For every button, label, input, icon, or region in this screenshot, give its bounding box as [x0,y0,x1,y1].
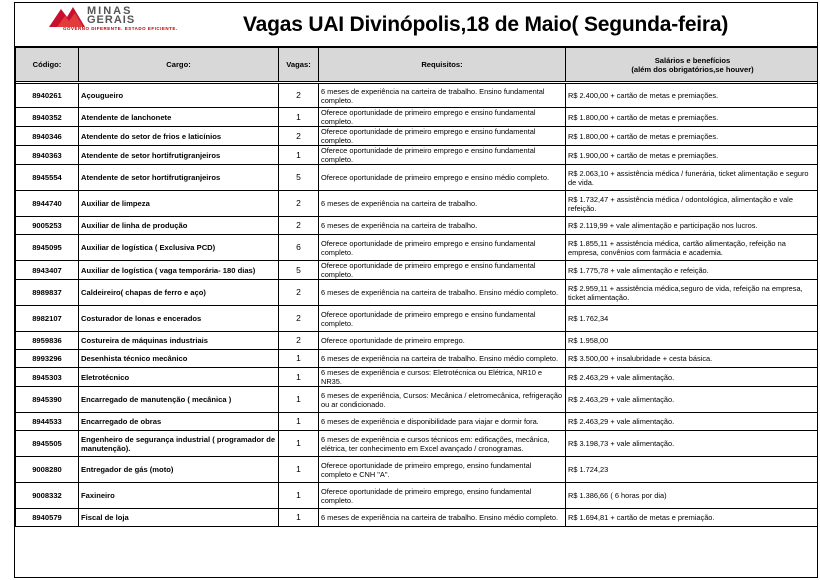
vagas-cell: 1 [279,146,319,165]
salario-cell: R$ 1.958,00 [566,332,819,350]
codigo-cell: 8945303 [16,368,79,387]
salario-cell: R$ 1.800,00 + cartão de metas e premiações. [566,108,819,127]
table-row [16,261,819,280]
logo-text-line2: GERAIS [87,14,136,26]
salario-cell: R$ 1.775,78 + vale alimentação e refeição. [566,261,819,280]
table-row [16,84,819,108]
salarios-header-line1: Salários e benefícios [654,55,731,65]
table-row [16,191,819,217]
requisitos-cell: 6 meses de experiência e cursos técnicos em: edificações, mecânica, elétrica, ter conhecimento em Excel avançado / cronogramas. [319,431,566,457]
requisitos-cell: Oferece oportunidade de primeiro emprego e ensino fundamental completo. [319,127,566,146]
table-row [16,483,819,509]
codigo-cell: 8989837 [16,280,79,306]
table-row [16,413,819,431]
salario-cell: R$ 1.694,81 + cartão de metas e premiação. [566,509,819,527]
minas-gerais-logo [49,5,189,35]
salario-cell: R$ 2.400,00 + cartão de metas e premiações. [566,84,819,108]
salario-cell: R$ 1.724,23 [566,457,819,483]
codigo-cell: 9005253 [16,217,79,235]
column-header-vagas: Vagas: [279,48,319,82]
codigo-cell: 8945505 [16,431,79,457]
table-row [16,217,819,235]
cargo-cell: Caldeireiro( chapas de ferro e aço) [79,280,279,306]
requisitos-cell: 6 meses de experiência, Cursos: Mecânica / eletromecânica, refrigeração ou ar condicionado. [319,387,566,413]
codigo-cell: 9008280 [16,457,79,483]
salario-cell: R$ 2.063,10 + assistência médica / funerária, ticket alimentação e seguro de vida. [566,165,819,191]
codigo-cell: 8982107 [16,306,79,332]
vagas-cell: 2 [279,217,319,235]
column-header-requisitos: Requisitos: [319,48,566,82]
header [15,3,817,47]
cargo-cell: Engenheiro de segurança industrial ( programador de manutenção). [79,431,279,457]
cargo-cell: Eletrotécnico [79,368,279,387]
requisitos-cell: 6 meses de experiência e cursos: Eletrotécnica ou Elétrica, NR10 e NR35. [319,368,566,387]
salarios-header-line2: (além dos obrigatórios,se houver) [631,64,754,74]
table-row [16,108,819,127]
cargo-cell: Atendente de lanchonete [79,108,279,127]
cargo-cell: Faxineiro [79,483,279,509]
table-row [16,387,819,413]
vagas-cell: 2 [279,306,319,332]
salario-cell: R$ 1.855,11 + assistência médica, cartão alimentação, refeição na empresa, convênios com farmácia e academia. [566,235,819,261]
salario-cell: R$ 2.463,29 + vale alimentação. [566,413,819,431]
cargo-cell: Costureira de máquinas industriais [79,332,279,350]
vagas-cell: 2 [279,280,319,306]
table-row [16,306,819,332]
requisitos-cell: Oferece oportunidade de primeiro emprego, ensino fundamental completo e CNH "A". [319,457,566,483]
table-row [16,431,819,457]
salario-cell: R$ 2.119,99 + vale alimentação e participação nos lucros. [566,217,819,235]
codigo-cell: 8940346 [16,127,79,146]
requisitos-cell: 6 meses de experiência na carteira de trabalho. Ensino médio completo. [319,280,566,306]
document-page [14,2,818,578]
codigo-cell: 8945554 [16,165,79,191]
vagas-cell: 1 [279,350,319,368]
requisitos-cell: 6 meses de experiência na carteira de trabalho. Ensino médio completo. [319,350,566,368]
table-row [16,127,819,146]
vagas-cell: 2 [279,127,319,146]
table-row [16,368,819,387]
vagas-cell: 6 [279,235,319,261]
requisitos-cell: 6 meses de experiência e disponibilidade para viajar e dormir fora. [319,413,566,431]
cargo-cell: Fiscal de loja [79,509,279,527]
vagas-cell: 1 [279,509,319,527]
vagas-cell: 1 [279,368,319,387]
cargo-cell: Atendente do setor de frios e laticínios [79,127,279,146]
codigo-cell: 8944740 [16,191,79,217]
cargo-cell: Auxiliar de linha de produção [79,217,279,235]
requisitos-cell: 6 meses de experiência na carteira de trabalho. [319,217,566,235]
page-title: Vagas UAI Divinópolis,18 de Maio( Segunda-feira) [243,13,729,36]
vagas-cell: 2 [279,84,319,108]
salario-cell: R$ 3.500,00 + insalubridade + cesta básica. [566,350,819,368]
vagas-cell: 2 [279,191,319,217]
salario-cell: R$ 2.463,29 + vale alimentação. [566,368,819,387]
cargo-cell: Auxiliar de logística ( vaga temporária- 180 dias) [79,261,279,280]
salario-cell: R$ 1.386,66 ( 6 horas por dia) [566,483,819,509]
jobs-table-body [16,84,819,527]
requisitos-cell: Oferece oportunidade de primeiro emprego e ensino fundamental completo. [319,235,566,261]
cargo-cell: Auxiliar de limpeza [79,191,279,217]
cargo-cell: Atendente de setor hortifrutigranjeiros [79,165,279,191]
requisitos-cell: Oferece oportunidade de primeiro emprego. [319,332,566,350]
codigo-cell: 8945390 [16,387,79,413]
cargo-cell: Costurador de lonas e encerados [79,306,279,332]
codigo-cell: 8959836 [16,332,79,350]
requisitos-cell: Oferece oportunidade de primeiro emprego e ensino fundamental completo. [319,146,566,165]
table-row [16,165,819,191]
jobs-table [15,47,818,527]
codigo-cell: 8945095 [16,235,79,261]
vagas-cell: 1 [279,431,319,457]
vagas-cell: 5 [279,261,319,280]
cargo-cell: Encarregado de manutenção ( mecânica ) [79,387,279,413]
table-header-row [16,48,819,82]
salario-cell: R$ 1.732,47 + assistência médica / odontológica, alimentação e vale refeição. [566,191,819,217]
salario-cell: R$ 1.900,00 + cartão de metas e premiações. [566,146,819,165]
cargo-cell: Desenhista técnico mecânico [79,350,279,368]
requisitos-cell: Oferece oportunidade de primeiro emprego e ensino fundamental completo. [319,108,566,127]
vagas-cell: 1 [279,387,319,413]
codigo-cell: 9008332 [16,483,79,509]
salario-cell: R$ 1.762,34 [566,306,819,332]
salario-cell: R$ 2.959,11 + assistência médica,seguro de vida, refeição na empresa, ticket alimentação. [566,280,819,306]
table-row [16,235,819,261]
column-header-codigo: Código: [16,48,79,82]
salario-cell: R$ 3.198,73 + vale alimentação. [566,431,819,457]
table-row [16,509,819,527]
table-row [16,280,819,306]
vagas-cell: 1 [279,108,319,127]
vagas-cell: 1 [279,457,319,483]
cargo-cell: Atendente de setor hortifrutigranjeiros [79,146,279,165]
table-row [16,146,819,165]
salario-cell: R$ 2.463,29 + vale alimentação. [566,387,819,413]
cargo-cell: Encarregado de obras [79,413,279,431]
codigo-cell: 8940261 [16,84,79,108]
mountain-logo-icon [49,5,85,27]
cargo-cell: Auxiliar de logística ( Exclusiva PCD) [79,235,279,261]
requisitos-cell: Oferece oportunidade de primeiro emprego e ensino fundamental completo. [319,261,566,280]
codigo-cell: 8993296 [16,350,79,368]
table-row [16,457,819,483]
cargo-cell: Entregador de gás (moto) [79,457,279,483]
requisitos-cell: Oferece oportunidade de primeiro emprego e ensino fundamental completo. [319,306,566,332]
vagas-cell: 2 [279,332,319,350]
table-row [16,350,819,368]
codigo-cell: 8940579 [16,509,79,527]
vagas-cell: 1 [279,413,319,431]
vagas-cell: 1 [279,483,319,509]
cargo-cell: Açougueiro [79,84,279,108]
vagas-cell: 5 [279,165,319,191]
requisitos-cell: 6 meses de experiência na carteira de trabalho. [319,191,566,217]
codigo-cell: 8940363 [16,146,79,165]
salario-cell: R$ 1.800,00 + cartão de metas e premiações. [566,127,819,146]
requisitos-cell: Oferece oportunidade de primeiro emprego e ensino médio completo. [319,165,566,191]
codigo-cell: 8944533 [16,413,79,431]
column-header-cargo: Cargo: [79,48,279,82]
codigo-cell: 8940352 [16,108,79,127]
requisitos-cell: Oferece oportunidade de primeiro emprego, ensino fundamental completo. [319,483,566,509]
logo-text-line1: MINAS [87,5,133,17]
requisitos-cell: 6 meses de experiência na carteira de trabalho. Ensino médio completo. [319,509,566,527]
requisitos-cell: 6 meses de experiência na carteira de trabalho. Ensino fundamental completo. [319,84,566,108]
codigo-cell: 8943407 [16,261,79,280]
logo-tagline: GOVERNO DIFERENTE. ESTADO EFICIENTE. [63,26,178,31]
table-row [16,332,819,350]
column-header-salarios [566,48,819,82]
